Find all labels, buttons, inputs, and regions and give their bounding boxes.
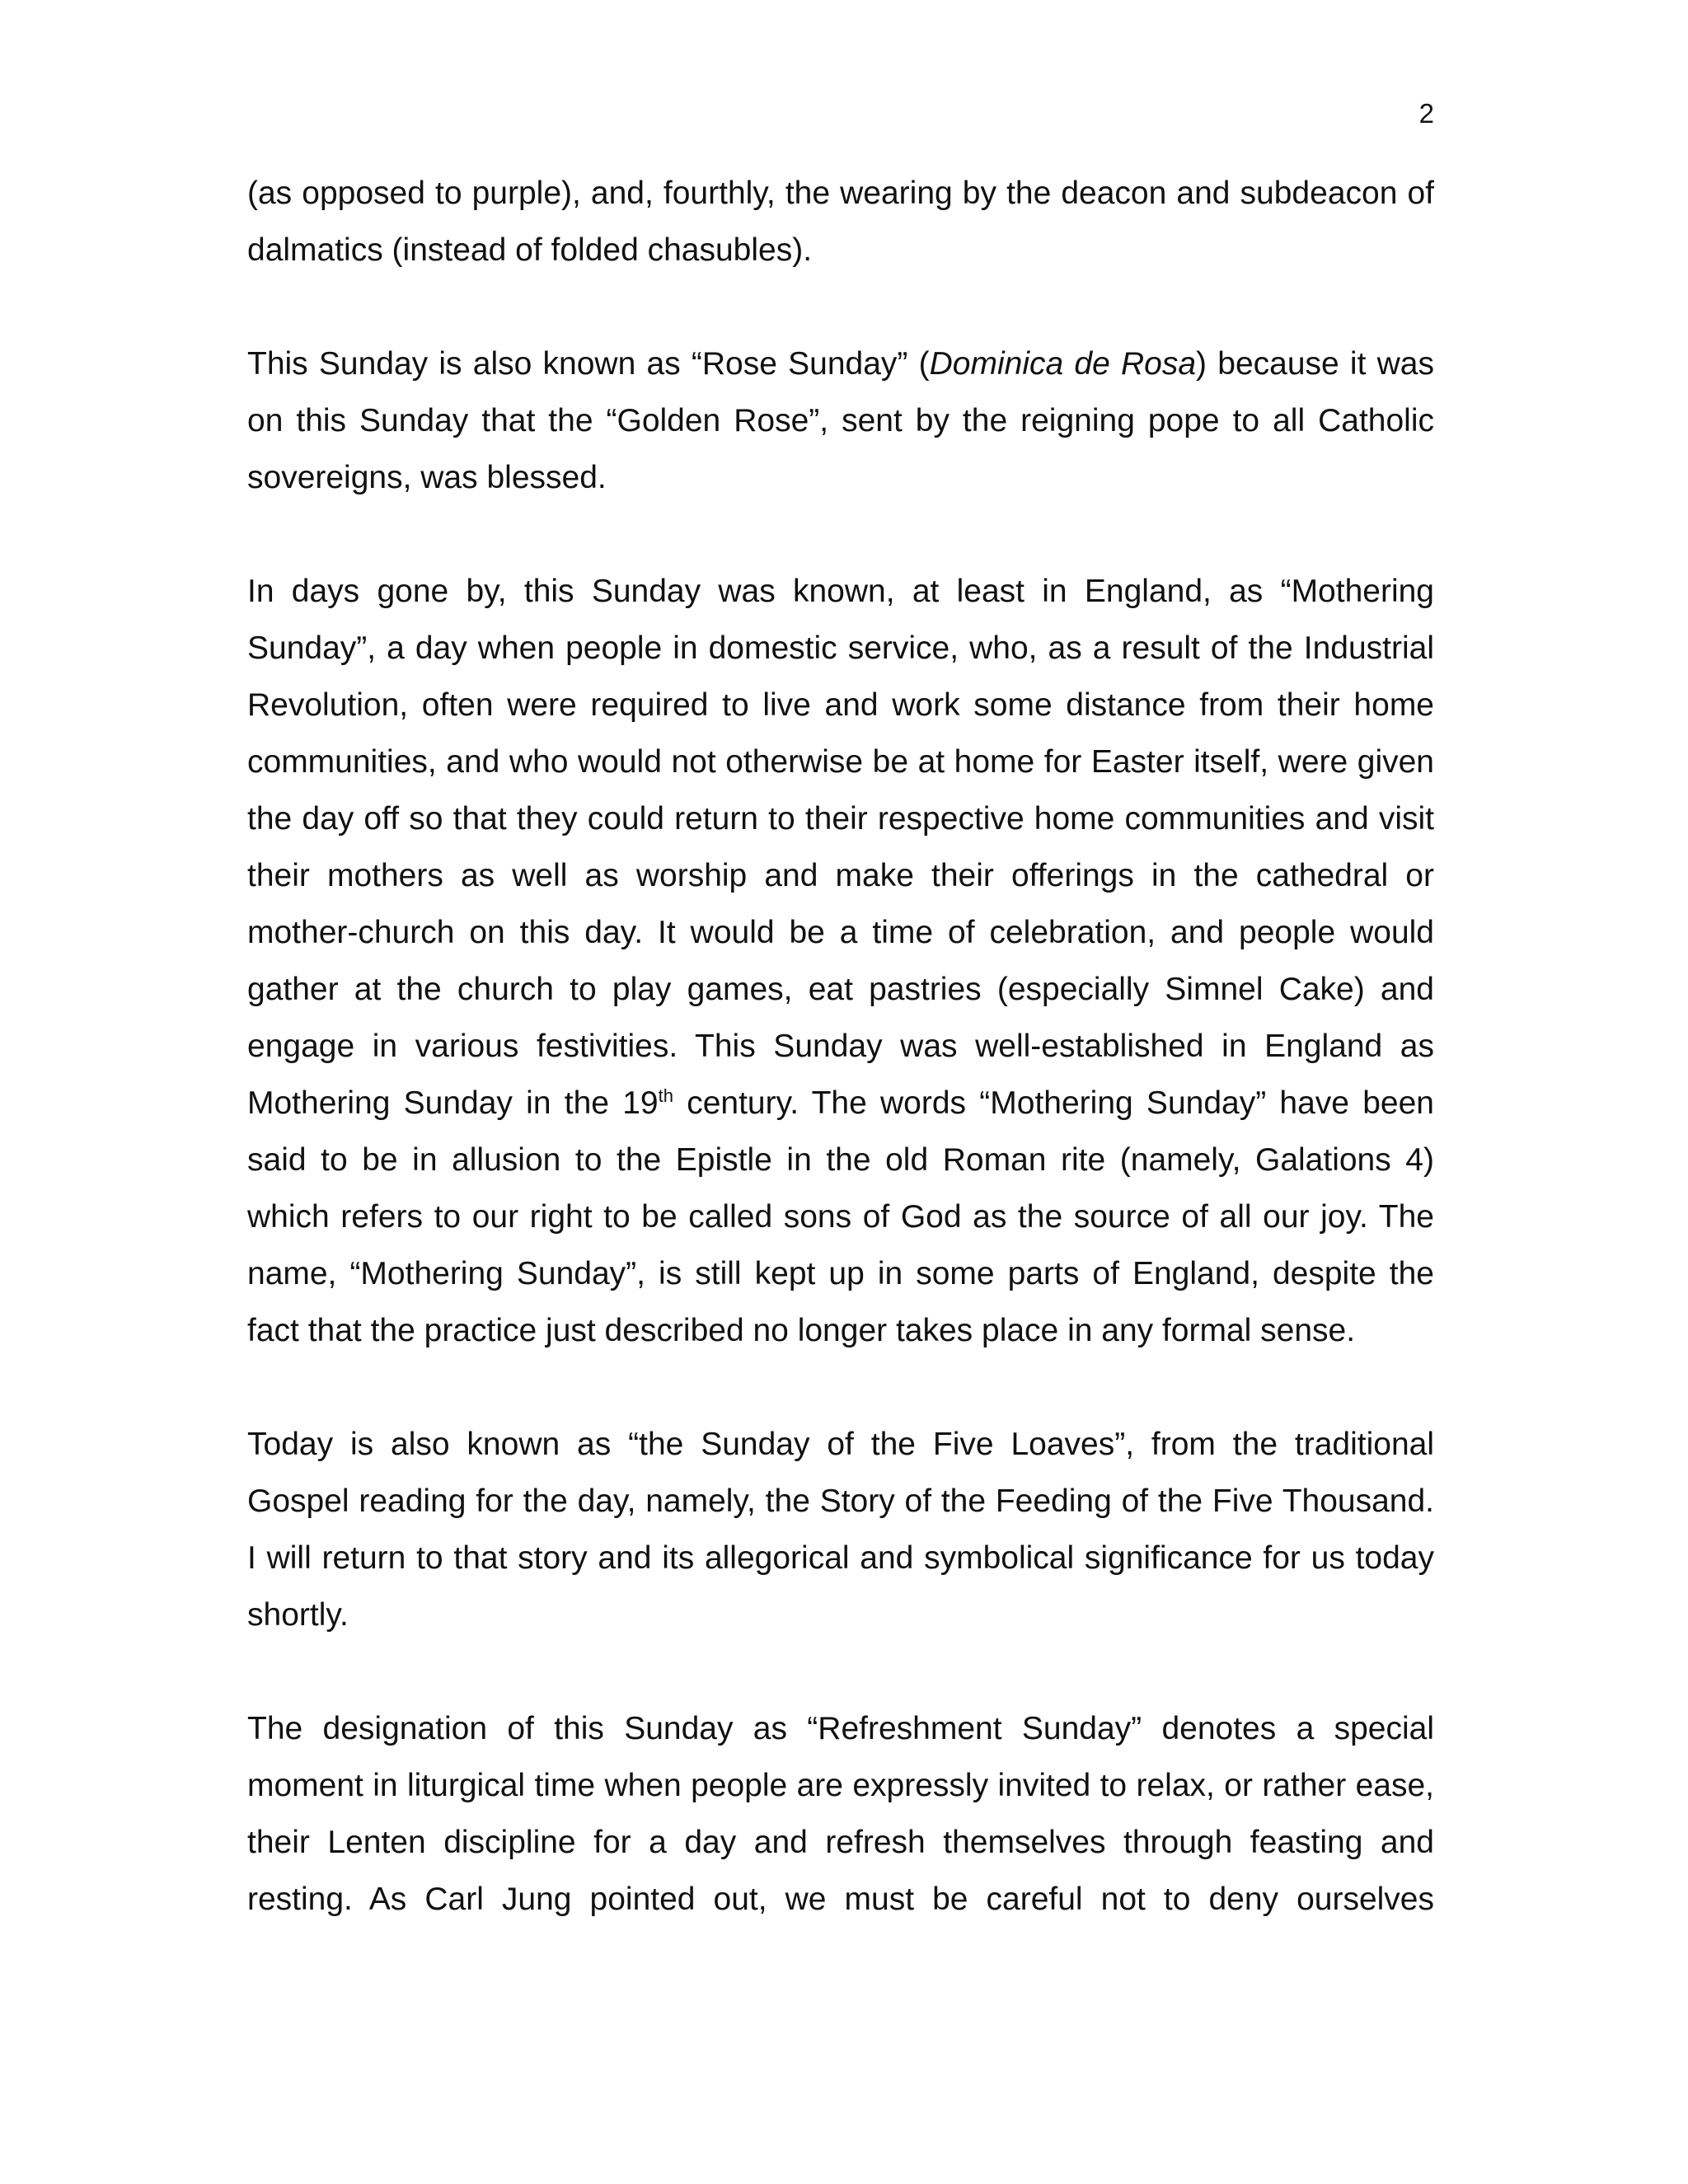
paragraph-2-italic-term: Dominica de Rosa [929, 346, 1197, 382]
paragraph-1: (as opposed to purple), and, fourthly, the wearing by the deacon and subdeacon of dalmatics (instead of folded chasubles). [247, 176, 1434, 268]
paragraph-2-text-before: This Sunday is also known as “Rose Sunday” ( [247, 346, 930, 382]
ordinal-suffix: th [658, 1085, 673, 1106]
page-number: 2 [1418, 98, 1434, 129]
body-text [247, 165, 1434, 1985]
paragraph-3-text-after: century. The words “Mothering Sunday” have been said to be in allusion to the Epistle in the old Roman rite (namely, Galations 4) which refers to our right to be called sons of God as the source of all our joy. The name, “Mothering Sunday”, is still kept up in some parts of England, despite the fact that the practice just described no longer takes place in any formal sense. [247, 1085, 1434, 1348]
paragraph-3-text-before: In days gone by, this Sunday was known, at least in England, as “Mothering Sunday”, a day when people in domestic service, who, as a result of the Industrial Revolution, often were required to live and work some distance from their home communities, and who would not otherwise be at home for Easter itself, were given the day off so that they could return to their respective home communities and visit their mothers as well as worship and make their offerings in the cathedral or mother-church on this day. It would be a time of celebration, and people would gather at the church to play games, eat pastries (especially Simnel Cake) and engage in various festivities. This Sunday was well-established in England as Mothering Sunday in the 19 [247, 574, 1434, 1121]
paragraph-4: Today is also known as “the Sunday of the Five Loaves”, from the traditional Gospel reading for the day, namely, the Story of the Feeding of the Five Thousand. I will return to that story and its allegorical and symbolical significance for us today shortly. [247, 1427, 1434, 1633]
paragraph-3 [247, 563, 1434, 1359]
paragraph-2-text-after: ) because it was on this Sunday that the “Golden Rose”, sent by the reigning pope to all Catholic sovereigns, was blessed. [247, 346, 1434, 495]
paragraph-5: The designation of this Sunday as “Refreshment Sunday” denotes a special moment in liturgical time when people are expressly invited to relax, or rather ease, their Lenten discipline for a day and refresh themselves through feasting and resting. As Carl Jung pointed out, we must be careful not to deny ourselves [247, 1711, 1434, 1917]
paragraph-2 [247, 335, 1434, 506]
